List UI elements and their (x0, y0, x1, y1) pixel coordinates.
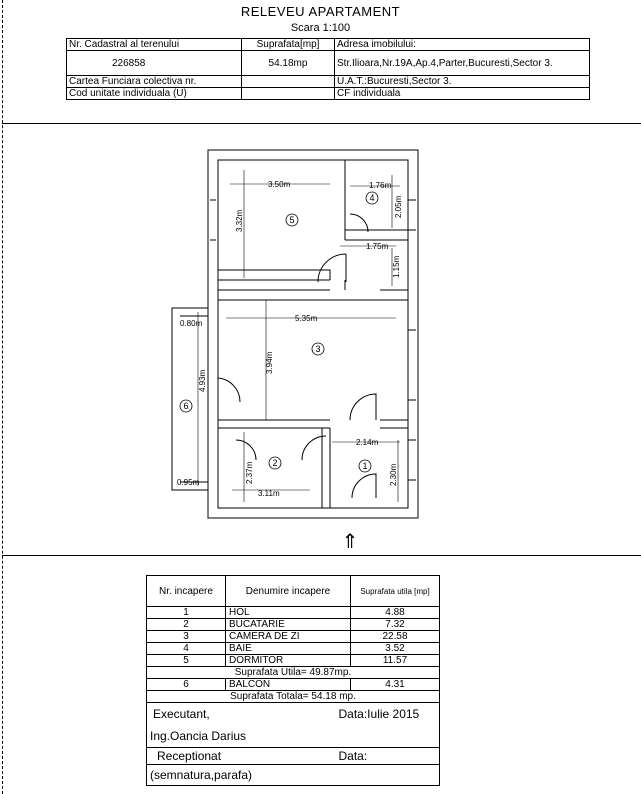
table-row: 2 BUCATARIE 7.32 (147, 619, 440, 631)
door-arc-bath (350, 214, 368, 232)
col-denumire-header: Denumire incapere (226, 576, 351, 607)
outer-wall-inner (218, 160, 408, 508)
table-row: 3 CAMERA DE ZI 22.58 (147, 631, 440, 643)
dim-214: 2.14m (356, 438, 379, 447)
table-row: 4 BAIE 3.52 (147, 643, 440, 655)
kitchen-hall-wall (322, 428, 330, 508)
nr-cadastral-value: 226858 (67, 51, 242, 76)
suprafata-label: Suprafata[mp] (242, 39, 335, 51)
col-nr-header: Nr. incapere (147, 576, 226, 607)
dim-115: 1.15m (392, 255, 401, 278)
bedroom-bottom-wall (218, 270, 330, 280)
outer-wall-outer (208, 150, 418, 518)
door-arc-balcony (218, 378, 240, 402)
entrance-arrow-icon: ⇑ (341, 531, 359, 553)
data-executant: Data:Iulie 2015 (338, 706, 420, 721)
dim-350: 3.50m (268, 180, 291, 189)
dim-176: 1.76m (369, 181, 392, 190)
door-arc-bedroom (318, 254, 346, 282)
dim-237: 2.37m (245, 461, 254, 484)
dim-311: 3.11m (258, 489, 280, 498)
cod-unitate-label: Cod unitate individuala (U) (67, 88, 242, 100)
carte-funciara-label: Cartea Funciara colectiva nr. (67, 76, 242, 88)
nr-cadastral-label: Nr. Cadastral al terenului (67, 39, 242, 51)
table-row: 6 BALCON 4.31 (147, 679, 440, 691)
door-arc-living (350, 394, 376, 420)
balcony-outline (172, 308, 208, 490)
adresa-value: Str.Ilioara,Nr.19A,Ap.4,Parter,Bucuresti,Sector 3. (335, 51, 590, 76)
data-receptie: Data: (338, 748, 368, 763)
suprafata-utila-row: Suprafata Utila= 49.87mp. (147, 667, 440, 679)
living-bottom-wall (218, 420, 408, 428)
room-3-number: 3 (315, 344, 321, 354)
table-row: 1 HOL 4.88 (147, 607, 440, 619)
suprafata-value: 54.18mp (242, 51, 335, 76)
adresa-label: Adresa imobilului: (335, 39, 590, 51)
uat-value: U.A.T.:Bucuresti,Sector 3. (335, 76, 590, 88)
dim-175: 1.75m (366, 242, 389, 251)
dim-535: 5.35m (295, 314, 318, 323)
dim-332: 3.32m (235, 209, 244, 232)
room-6-number: 6 (183, 401, 189, 411)
semnatura-label: (semnatura,parafa) (147, 765, 440, 786)
room-2-number: 2 (272, 458, 278, 468)
receptionat-label: Receptionat (157, 748, 222, 763)
dim-230: 2.30m (389, 463, 398, 486)
dim-493: 4.93m (198, 369, 207, 392)
dim-394: 3.94m (265, 351, 274, 374)
inginer-name: Ing.Oancia Darius (147, 725, 440, 748)
rooms-table (146, 575, 440, 786)
room-1-number: 1 (362, 461, 368, 471)
suprafata-totala-row: Suprafata Totala= 54.18 mp. (147, 691, 440, 703)
room-4-number: 4 (369, 193, 375, 203)
scale-label: Scara 1:100 (290, 22, 351, 34)
room-5-number: 5 (289, 215, 295, 225)
dim-080: 0.80m (180, 319, 203, 328)
door-arc-kitchen (236, 440, 256, 460)
col-suprafata-header: Suprafata utila [mp] (351, 576, 440, 607)
bathroom-walls (345, 230, 408, 240)
page-title: RELEVEU APARTAMENT (240, 4, 401, 19)
table-row: 5 DORMITOR 11.57 (147, 655, 440, 667)
dim-205: 2.05m (394, 195, 403, 218)
executant-label: Executant, (153, 706, 210, 721)
dim-095: 0.95m (177, 478, 200, 487)
cf-individuala-label: CF individuala (335, 88, 590, 100)
door-arc-entrance (352, 474, 376, 498)
living-top-wall (218, 290, 408, 300)
